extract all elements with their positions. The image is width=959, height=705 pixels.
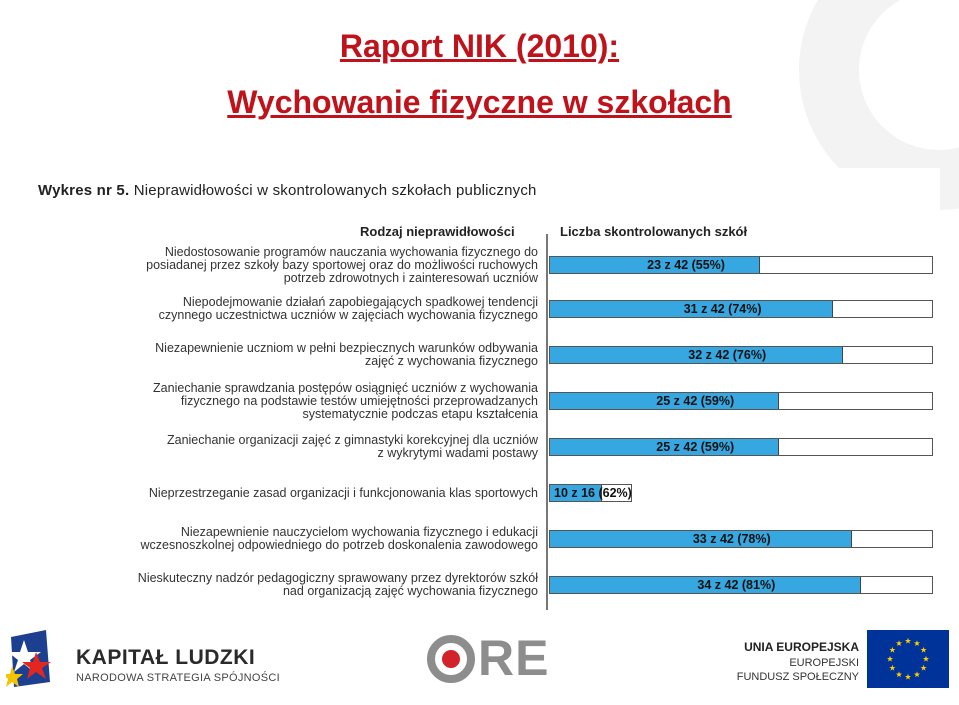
category-label-line: fizycznego na podstawie testów umiejętności przeprowadzanych: [180, 393, 538, 408]
slide-subtitle: Wychowanie fizyczne w szkołach: [227, 84, 732, 120]
category-label-line: posiadanej przez szkoły bazy sportowej oraz do możliwości ruchowych: [146, 257, 538, 272]
category-label-line: Zaniechanie organizacji zajęć z gimnastyki korekcyjnej dla uczniów: [166, 433, 538, 447]
data-label: 25 z 42 (59%): [656, 394, 735, 408]
category-label-line: Nieprzestrzeganie zasad organizacji i funkcjonowania klas sportowych: [148, 485, 538, 500]
data-label: 34 z 42 (81%): [697, 578, 776, 592]
category-label-line: z wykrytymi wadami postawy: [377, 446, 538, 460]
category-label: [18, 342, 538, 368]
eu-flag-icon: [867, 630, 949, 688]
category-label: [18, 572, 538, 598]
bar-track: [549, 392, 933, 410]
category-label-line: nad organizacją zajęć wychowania fizycznego: [282, 584, 538, 598]
data-label: 23 z 42 (55%): [647, 258, 725, 272]
data-label: 32 z 42 (76%): [688, 348, 767, 362]
bar-track: [549, 484, 632, 502]
data-label: 31 z 42 (74%): [683, 302, 762, 316]
chart-title-text: Nieprawidłowości w skontrolowanych szkołach publicznych: [133, 182, 537, 199]
category-label-line: czynnego uczestnictwa uczniów w zajęciach wychowania fizycznego: [158, 308, 538, 322]
slide-title: Raport NIK (2010):: [339, 28, 620, 64]
category-label-line: Niezapewnienie nauczycielom wychowania fizycznego i edukacji: [180, 525, 538, 539]
bar-track: [549, 530, 933, 548]
category-label: [18, 526, 538, 552]
chart-title-prefix: Wykres nr 5.: [38, 182, 130, 199]
category-header: Rodzaj nieprawidłowości: [360, 224, 515, 239]
footer-logos: [0, 616, 959, 705]
kapital-ludzki-subtitle: NARODOWA STRATEGIA SPÓJNOŚCI: [76, 672, 280, 684]
data-label: 10 z 16 (62%): [554, 486, 632, 500]
data-label: 25 z 42 (59%): [656, 440, 735, 454]
chart-panel: [10, 168, 940, 616]
category-label: [18, 296, 538, 322]
kapital-ludzki-title: KAPITAŁ LUDZKI: [76, 646, 256, 669]
category-label-line: zajęć z wychowania fizycznego: [365, 354, 538, 368]
category-label-line: Zaniechanie sprawdzania postępów osiągnięć uczniów z wychowania: [153, 380, 538, 395]
category-label: [18, 382, 538, 421]
bar-track: [549, 438, 933, 456]
category-label: [18, 434, 538, 460]
category-label-line: systematycznie podczas etapu kształcenia: [302, 406, 538, 421]
bar-track: [549, 300, 933, 318]
category-label-line: Nieskuteczny nadzór pedagogiczny sprawowany przez dyrektorów szkół: [137, 571, 538, 585]
kapital-ludzki-star-icon: [6, 622, 56, 692]
category-label-line: wczesnoszkolnej odpowiedniego do potrzeb doskonalenia zawodowego: [140, 538, 538, 552]
data-label: 33 z 42 (78%): [692, 532, 771, 546]
category-label-line: potrzeb zdrowotnych i zainteresowań uczniów: [283, 270, 538, 285]
eu-line3: FUNDUSZ SPOŁECZNY: [736, 671, 859, 683]
category-label-line: Niepodejmowanie działań zapobiegających spadkowej tendencji: [182, 295, 538, 309]
category-label-line: Niezapewnienie uczniom w pełni bezpiecznych warunków odbywania: [155, 341, 538, 355]
bar-track: [549, 346, 933, 364]
value-header: Liczba skontrolowanych szkół: [560, 224, 748, 239]
ore-circle-icon: [426, 634, 476, 684]
category-axis-line: [546, 234, 548, 610]
eu-title: UNIA EUROPEJSKA: [744, 640, 859, 654]
category-label-line: Niedostosowanie programów nauczania wychowania fizycznego do: [164, 244, 538, 259]
ore-logo-text: RE: [478, 630, 550, 686]
category-label: [18, 487, 538, 500]
ore-logo: [426, 630, 556, 686]
category-label: [18, 246, 538, 285]
eu-line2: EUROPEJSKI: [789, 657, 859, 669]
bar-track: [549, 256, 933, 274]
bar-track: [549, 576, 933, 594]
chart-title: [38, 182, 537, 199]
